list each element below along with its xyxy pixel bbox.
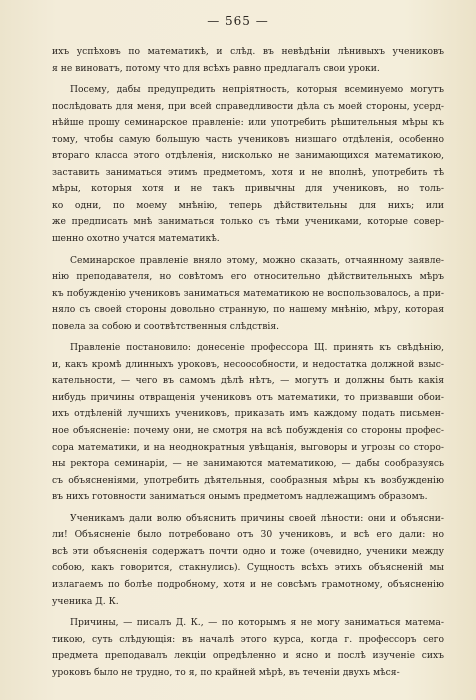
text-line: ихъ успѣховъ по математикѣ, и слѣд. въ невѣдѣніи лѣнивыхъ учениковъ (52, 46, 444, 57)
text-line: я не виноватъ, потому что для всѣхъ равно предлагалъ свои уроки. (52, 62, 380, 74)
text-line: съ объясненіями, употребить дѣятельныя, сообразныя мѣры къ возбужденію (52, 474, 444, 486)
body-text (52, 44, 444, 681)
paragraph (52, 253, 444, 336)
text-line: втораго класса этого отдѣленія, нисколько не занимающихся математикою, (52, 150, 444, 162)
text-line: шенно охотно учатся математикѣ. (52, 233, 220, 245)
text-line: Посему, дабы предупредить непріятность, которыя всеминуемо могутъ (70, 84, 444, 96)
text-line: заставить заниматься этимъ предметомъ, хотя и не вполнѣ, употребить тѣ (52, 166, 444, 178)
text-line: Причины, — писалъ Д. К., — по которымъ я не могу заниматься матема- (70, 617, 444, 629)
text-line: послѣдовать для меня, при всей справедливости дѣла съ моей стороны, усерд- (52, 100, 444, 112)
paragraph (52, 511, 444, 610)
text-line: нибудь причины отвращенія учениковъ отъ математики, то призвавши обои- (52, 391, 444, 403)
text-line: всѣ эти объясненія содержатъ почти одно и тоже (очевидно, ученики между (52, 545, 444, 557)
text-line: сора математики, и на неоднократныя увѣщанія, выговоры и угрозы со сторо- (52, 441, 444, 453)
page-number: — 565 — (207, 14, 269, 28)
text-line: няло съ своей стороны довольно странную, по нашему мнѣнію, мѣру, которая (52, 304, 444, 316)
text-line: Семинарское правленіе вняло этому, можно сказать, отчаянному заявле- (70, 254, 444, 266)
text-line: нѣйше прошу семинарское правленіе: или употребить рѣшительныя мѣры къ (52, 117, 444, 129)
text-line: кательности, — чего въ самомъ дѣлѣ нѣтъ, — могутъ и должны быть какія (52, 375, 444, 387)
text-line: тикою, суть слѣдующія: въ началѣ этого курса, когда г. профессоръ сего (52, 633, 444, 645)
text-line: ное объясненіе: почему они, не смотря на всѣ побужденія со стороны профес- (52, 425, 444, 437)
text-line: тому, чтобы самую большую часть учениковъ низшаго отдѣленія, особенно (52, 133, 444, 145)
text-line: повела за собою и соотвѣтственныя слѣдствія. (52, 320, 280, 332)
text-line: собою, какъ говорится, стакнулись). Сущность всѣхъ этихъ объясненій мы (52, 562, 444, 574)
text-line: ученика Д. К. (52, 595, 119, 607)
text-line: Ученикамъ дали волю объяснить причины своей лѣности: они и объясни- (70, 512, 444, 524)
paragraph (52, 44, 444, 77)
paragraph (52, 340, 444, 505)
text-line: уроковъ было не трудно, то я, по крайней мѣрѣ, въ теченіи двухъ мѣся- (52, 666, 400, 678)
text-line: въ нихъ готовности заниматься онымъ предметомъ надлежащимъ образомъ. (52, 491, 428, 503)
text-line: излагаемъ по болѣе подробному, хотя и не совсѣмъ грамотному, объясненію (52, 578, 444, 590)
text-line: же предписать мнѣ заниматься только съ тѣми учениками, которые совер- (52, 216, 444, 228)
text-line: ко одни, по моему мнѣнію, теперь дѣйствительны для нихъ; или (52, 199, 444, 211)
text-line: ихъ отдѣленій лучшихъ учениковъ, приказать имъ каждому подать письмен- (52, 408, 444, 420)
text-line: ли! Объясненіе было потребовано отъ 30 учениковъ, и всѣ его дали: но (52, 529, 444, 541)
text-line: ны ректора семинаріи, — не занимаются математикою, — дабы сообразуясь (52, 458, 444, 470)
text-line: къ побужденію учениковъ заниматься математикою не воспользовалось, а при- (52, 287, 444, 299)
paragraph (52, 615, 444, 681)
text-line: мѣры, которыя хотя и не такъ привычны для учениковъ, но толь- (52, 183, 444, 195)
paragraph (52, 82, 444, 247)
text-line: нію преподавателя, но совѣтомъ его относительно дѣйствительныхъ мѣръ (52, 271, 444, 283)
text-line: Правленіе постановило: донесеніе профессора Щ. принять къ свѣдѣнію, (70, 342, 444, 354)
text-line: предмета преподавалъ лекціи опредѣленно и ясно и послѣ изученіе сихъ (52, 650, 444, 662)
text-line: и, какъ кромѣ длинныхъ уроковъ, несоособности, и недостатка должной взыс- (52, 358, 444, 370)
